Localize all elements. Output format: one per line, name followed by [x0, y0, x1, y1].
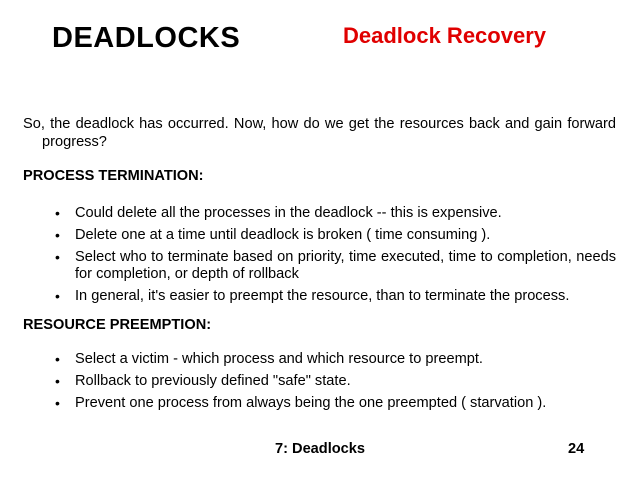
resource-preemption-list: [55, 351, 616, 417]
bullet-icon: •: [55, 227, 60, 243]
list-item: [55, 227, 616, 244]
list-item-text: Select who to terminate based on priority, time executed, time to completion, needs for completion, or depth of rollback: [75, 249, 616, 282]
list-item: [55, 249, 616, 283]
list-item: [55, 373, 616, 390]
process-termination-list: [55, 205, 616, 310]
section-heading-resource-preemption: RESOURCE PREEMPTION:: [23, 317, 212, 333]
list-item-text: Rollback to previously defined "safe" state.: [75, 373, 351, 389]
footer-page-number: 24: [568, 441, 585, 457]
bullet-icon: •: [55, 373, 60, 389]
intro-paragraph: So, the deadlock has occurred. Now, how do we get the resources back and gain forward progress?: [23, 116, 616, 150]
slide-subtitle: Deadlock Recovery: [343, 23, 546, 48]
list-item-text: In general, it's easier to preempt the resource, than to terminate the process.: [75, 288, 570, 304]
footer-chapter: 7: Deadlocks: [275, 441, 366, 457]
list-item: [55, 351, 616, 368]
list-item: [55, 288, 616, 305]
bullet-icon: •: [55, 249, 60, 265]
section-heading-process-termination: PROCESS TERMINATION:: [23, 168, 204, 184]
list-item-text: Could delete all the processes in the deadlock -- this is expensive.: [75, 205, 502, 221]
list-item-text: Prevent one process from always being the one preempted ( starvation ).: [75, 395, 547, 411]
bullet-icon: •: [55, 205, 60, 221]
bullet-icon: •: [55, 395, 60, 411]
list-item: [55, 205, 616, 222]
list-item: [55, 395, 616, 412]
list-item-text: Select a victim - which process and which resource to preempt.: [75, 351, 483, 367]
bullet-icon: •: [55, 351, 60, 367]
list-item-text: Delete one at a time until deadlock is broken ( time consuming ).: [75, 227, 491, 243]
bullet-icon: •: [55, 288, 60, 304]
slide-title: DEADLOCKS: [52, 22, 241, 54]
